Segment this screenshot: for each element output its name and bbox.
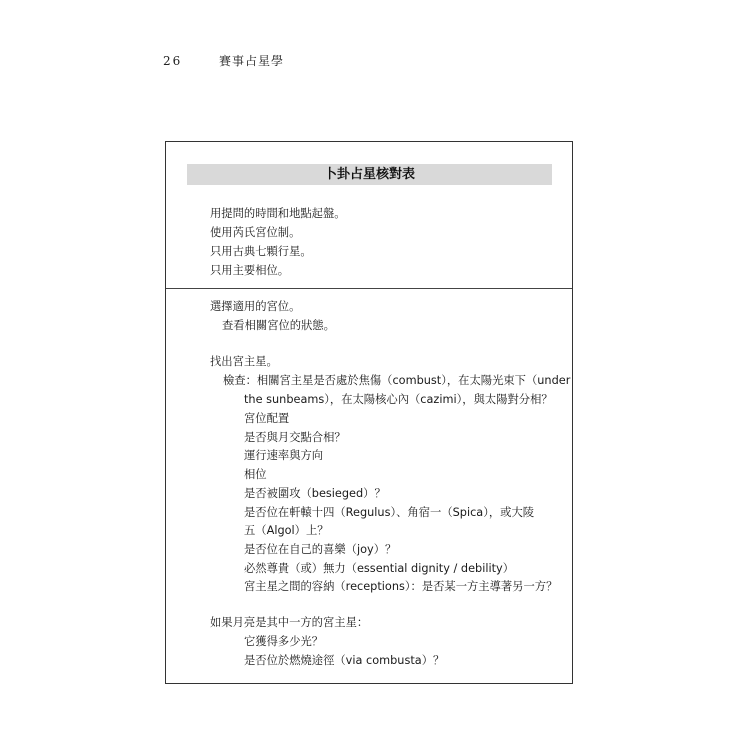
section-divider xyxy=(166,288,572,289)
book-title: 賽事占星學 xyxy=(219,54,285,68)
rule-item: 只用主要相位。 xyxy=(210,264,290,277)
moon-item: 它獲得多少光？ xyxy=(244,635,324,648)
check-item: 是否位在自己的喜樂（joy）？ xyxy=(244,543,397,556)
check-item: 是否被圍攻（besieged）？ xyxy=(244,487,386,500)
sub-item: 查看相關宮位的狀態。 xyxy=(222,319,335,332)
check-item: 宮主星之間的容納（receptions）：是否某一方主導著另一方？ xyxy=(244,580,558,593)
checklist-title: 卜卦占星核對表 xyxy=(187,164,552,185)
check-item: 宮位配置 xyxy=(244,412,290,425)
check-item: 是否與月交點合相？ xyxy=(244,431,346,444)
section-heading: 找出宮主星。 xyxy=(210,355,278,368)
rule-item: 用提問的時間和地點起盤。 xyxy=(210,207,346,220)
rule-item: 只用古典七顆行星。 xyxy=(210,245,312,258)
check-item: 五（Algol）上？ xyxy=(244,524,329,537)
check-item: 相位 xyxy=(244,468,267,481)
page-number: 26 xyxy=(163,54,183,68)
check-item: 是否位在軒轅十四（Regulus）、角宿一（Spica），或大陵 xyxy=(244,506,535,519)
check-line-continued: the sunbeams），在太陽核心內（cazimi），與太陽對分相？ xyxy=(244,393,553,406)
section-heading: 如果月亮是其中一方的宮主星： xyxy=(210,616,369,629)
check-item: 運行速率與方向 xyxy=(244,449,324,462)
check-line: 檢查：相關宮主星是否處於焦傷（combust），在太陽光束下（under xyxy=(223,374,571,387)
check-item: 必然尊貴（或）無力（essential dignity / debility） xyxy=(244,562,515,575)
section-heading: 選擇適用的宮位。 xyxy=(210,300,301,313)
checklist-box xyxy=(165,141,573,684)
moon-item: 是否位於燃燒途徑（via combusta）？ xyxy=(244,654,445,667)
rule-item: 使用芮氏宮位制。 xyxy=(210,226,301,239)
running-head xyxy=(163,52,284,69)
